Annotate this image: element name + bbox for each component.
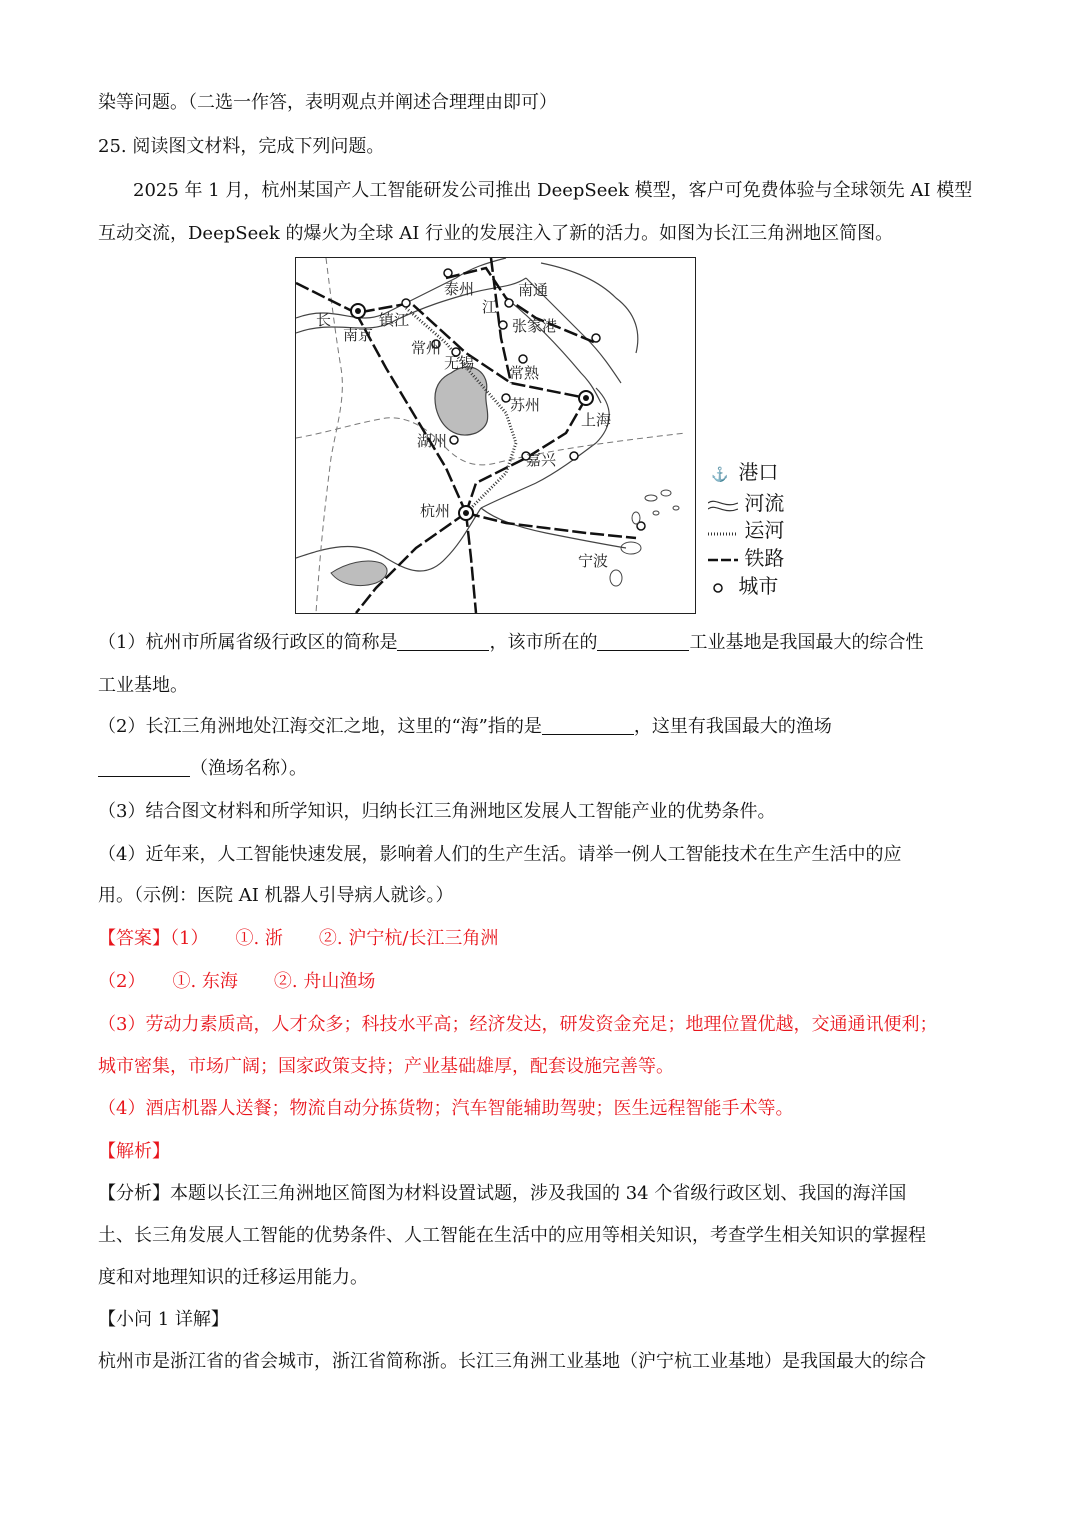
- question-2-cont: [98, 757, 307, 781]
- q1-text-b: ，该市所在的: [489, 632, 598, 653]
- question-4: （4）近年来，人工智能快速发展，影响着人们的生产生活。请举一例人工智能技术在生产生活中的应: [98, 844, 902, 865]
- qiandao-lake: [331, 561, 387, 585]
- province-boundary: [296, 418, 686, 465]
- map-label-jiang: 江: [482, 298, 498, 316]
- legend-city-label: 城市: [738, 574, 779, 598]
- map-label-taizhou: 泰州: [444, 280, 475, 298]
- question-4-cont: 用。（示例：医院 AI 机器人引导病人就诊。）: [98, 885, 454, 906]
- map-label-ningbo: 宁波: [578, 552, 609, 570]
- map-label-huzhou: 湖州: [417, 432, 448, 450]
- q2-text-b: ，这里有我国最大的渔场: [633, 716, 832, 737]
- map-label-nantong: 南通: [518, 281, 549, 299]
- answer-blank: [542, 716, 634, 735]
- answer-1-text: （1） ①. 浙 ②. 沪宁杭/长江三角洲: [170, 928, 499, 949]
- analysis-text: 【分析】本题以长江三角洲地区简图为材料设置试题，涉及我国的 34 个省级行政区划、我国的海洋国: [98, 1183, 907, 1204]
- map-label-zhenjiang: 镇江: [379, 311, 410, 329]
- question-heading: 25. 阅读图文材料，完成下列问题。: [98, 136, 385, 157]
- material-text: 互动交流，DeepSeek 的爆火为全球 AI 行业的发展注入了新的活力。如图为长江三角洲地区简图。: [98, 223, 894, 244]
- anchor-icon: ⚓: [711, 467, 729, 483]
- zhoushan-islands: [610, 490, 679, 586]
- question-2: [98, 715, 832, 739]
- taihu-lake: [435, 367, 488, 435]
- map-label-hangzhou: 杭州: [420, 502, 451, 520]
- q2-text-a: （2）长江三角洲地处江海交汇之地，这里的“海”指的是: [98, 716, 542, 737]
- answer-blank: [597, 632, 689, 651]
- answer-1: [98, 927, 498, 951]
- legend-port-label: 港口: [738, 460, 779, 484]
- analysis-text: 杭州市是浙江省的省会城市，浙江省简称浙。长江三角洲工业基地（沪宁杭工业基地）是我国最大的综合: [98, 1351, 926, 1372]
- q2-text-c: （渔场名称）。: [190, 758, 307, 779]
- sub-question-heading: 【小问 1 详解】: [98, 1309, 229, 1330]
- question-3: （3）结合图文材料和所学知识，归纳长江三角洲地区发展人工智能产业的优势条件。: [98, 801, 776, 822]
- map-label-wuxi: 无锡: [444, 354, 475, 372]
- map-label-chang: 长: [316, 311, 332, 329]
- answer-label: 【答案】: [98, 928, 170, 949]
- analysis-text: 土、长三角发展人工智能的优势条件、人工智能在生活中的应用等相关知识，考查学生相关知识的掌握程: [98, 1225, 926, 1246]
- answer-4: （4）酒店机器人送餐；物流自动分拣货物；汽车智能辅助驾驶；医生远程智能手术等。: [98, 1098, 794, 1119]
- text-line: 染等问题。（二选一作答，表明观点并阐述合理理由即可）: [98, 92, 557, 113]
- river-icon: [708, 497, 738, 513]
- answer-blank: [98, 758, 190, 777]
- answer-3: （3）劳动力素质高，人才众多；科技水平高；经济发达，研发资金充足；地理位置优越，交通通讯便利；: [98, 1014, 938, 1035]
- analysis-text: 度和对地理知识的迁移运用能力。: [98, 1267, 368, 1288]
- legend-canal-label: 运河: [744, 518, 785, 542]
- legend-river-label: 河流: [744, 491, 785, 515]
- coastline: [481, 388, 612, 508]
- map-label-jiaxing: 嘉兴: [526, 451, 557, 469]
- question-1-cont: 工业基地。: [98, 675, 188, 696]
- analysis-label: 【解析】: [98, 1141, 170, 1162]
- yangtze-river-north-bank: [296, 258, 506, 318]
- canal-icon: [708, 524, 738, 540]
- map-label-shanghai: 上海: [581, 411, 612, 429]
- q1-text-a: （1）杭州市所属省级行政区的简称是: [98, 632, 398, 653]
- material-text: 2025 年 1 月，杭州某国产人工智能研发公司推出 DeepSeek 模型，客户可免费体验与全球领先 AI 模型: [133, 180, 973, 201]
- legend-railway-label: 铁路: [744, 546, 785, 570]
- q1-text-c: 工业基地是我国最大的综合性: [689, 632, 924, 653]
- answer-blank: [397, 632, 489, 651]
- answer-2: （2） ①. 东海 ②. 舟山渔场: [98, 971, 376, 992]
- map-label-suzhou: 苏州: [510, 396, 541, 414]
- city-icon: [708, 580, 732, 596]
- railway-icon: [708, 552, 738, 568]
- map-legend: [708, 460, 828, 605]
- map-label-changshu: 常熟: [509, 364, 540, 382]
- map-label-zhangjiagang: 张家港: [512, 317, 558, 335]
- question-1: [98, 631, 923, 655]
- map-label-nanjing: 南京: [343, 326, 374, 344]
- answer-3-cont: 城市密集，市场广阔；国家政策支持；产业基础雄厚，配套设施完善等。: [98, 1056, 674, 1077]
- yangtze-delta-map: [295, 257, 696, 614]
- map-label-changzhou: 常州: [411, 339, 442, 357]
